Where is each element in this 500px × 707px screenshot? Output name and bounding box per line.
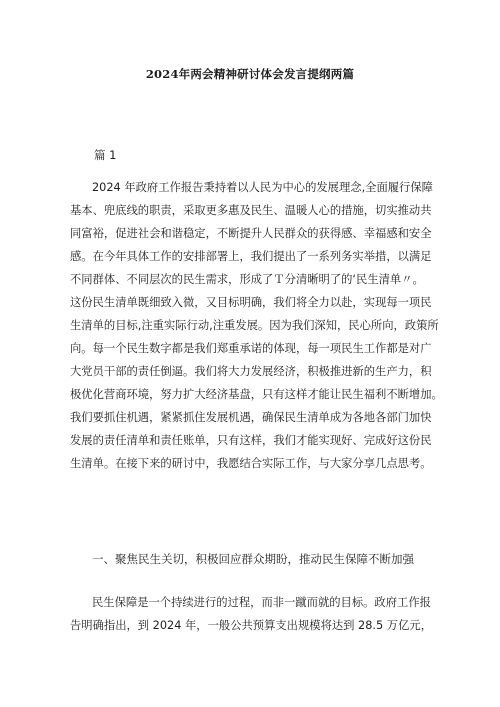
paragraph-line: 民生保障是一个持续进行的过程，而非一蹴而就的目标。政府工作报 <box>92 596 431 609</box>
paragraph-line: 2024 年政府工作报告秉持着以人民为中心的发展理念,全面履行保障 <box>92 181 433 194</box>
paragraph-line: 感。在今年具体工作的安排部署上，我们提出了一系列务实举措，以满足 <box>70 250 432 263</box>
paragraph-line: 大党员干部的责任倒逼。我们将大力发展经济，积极推进新的生产力，积 <box>70 365 432 378</box>
paragraph-line: 不同群体、不同层次的民生需求，形成了Ｔ分清晰明了的‘民生清单〃。 <box>70 273 424 286</box>
paragraph-line: 我们要抓住机遇，紧紧抓住发展机遇，确保民生清单成为各地各部门加快 <box>70 411 432 424</box>
paragraph-line: 发展的责任清单和责任账单，只有这样，我们才能实现好、完成好这份民 <box>70 434 432 447</box>
paragraph-line: 生清单的目标,注重实际行动,注重发展。因为我们深知，民心所向，政策所 <box>70 319 439 332</box>
paragraph-line: 向。每一个民生数字都是我们郑重承诺的体现，每一项民生工作都是对广 <box>70 342 432 355</box>
paragraph-line: 生清单。在接下来的研讨中，我愿结合实际工作，与大家分享几点思考。 <box>70 457 432 470</box>
section-label: 篇 1 <box>94 148 117 162</box>
paragraph-1 <box>70 176 443 475</box>
paragraph-line: 同富裕，促进社会和谐稳定，不断提升人民群众的获得感、幸福感和安全 <box>70 227 432 240</box>
paragraph-line: 告明确指出，到 2024 年，一般公共预算支出规模将达到 28.5 万亿元， <box>70 619 432 632</box>
paragraph-line: 极优化营商环境，努力扩大经济基盘，只有这样才能让民生福利不断增加。 <box>70 388 443 401</box>
paragraph-2 <box>70 591 430 637</box>
paragraph-line: 基本、兜底线的职责，采取更多惠及民生、温暖人心的措施，切实推动共 <box>70 204 432 217</box>
section-heading: 一、聚焦民生关切，积极回应群众期盼，推动民生保障不断加强 <box>92 552 414 566</box>
document-title: 2024年两会精神研讨体会发言提纲两篇 <box>145 67 355 81</box>
paragraph-line: 这份民生清单既细致入微，又目标明确，我们将全力以赴，实现每一项民 <box>70 296 432 309</box>
